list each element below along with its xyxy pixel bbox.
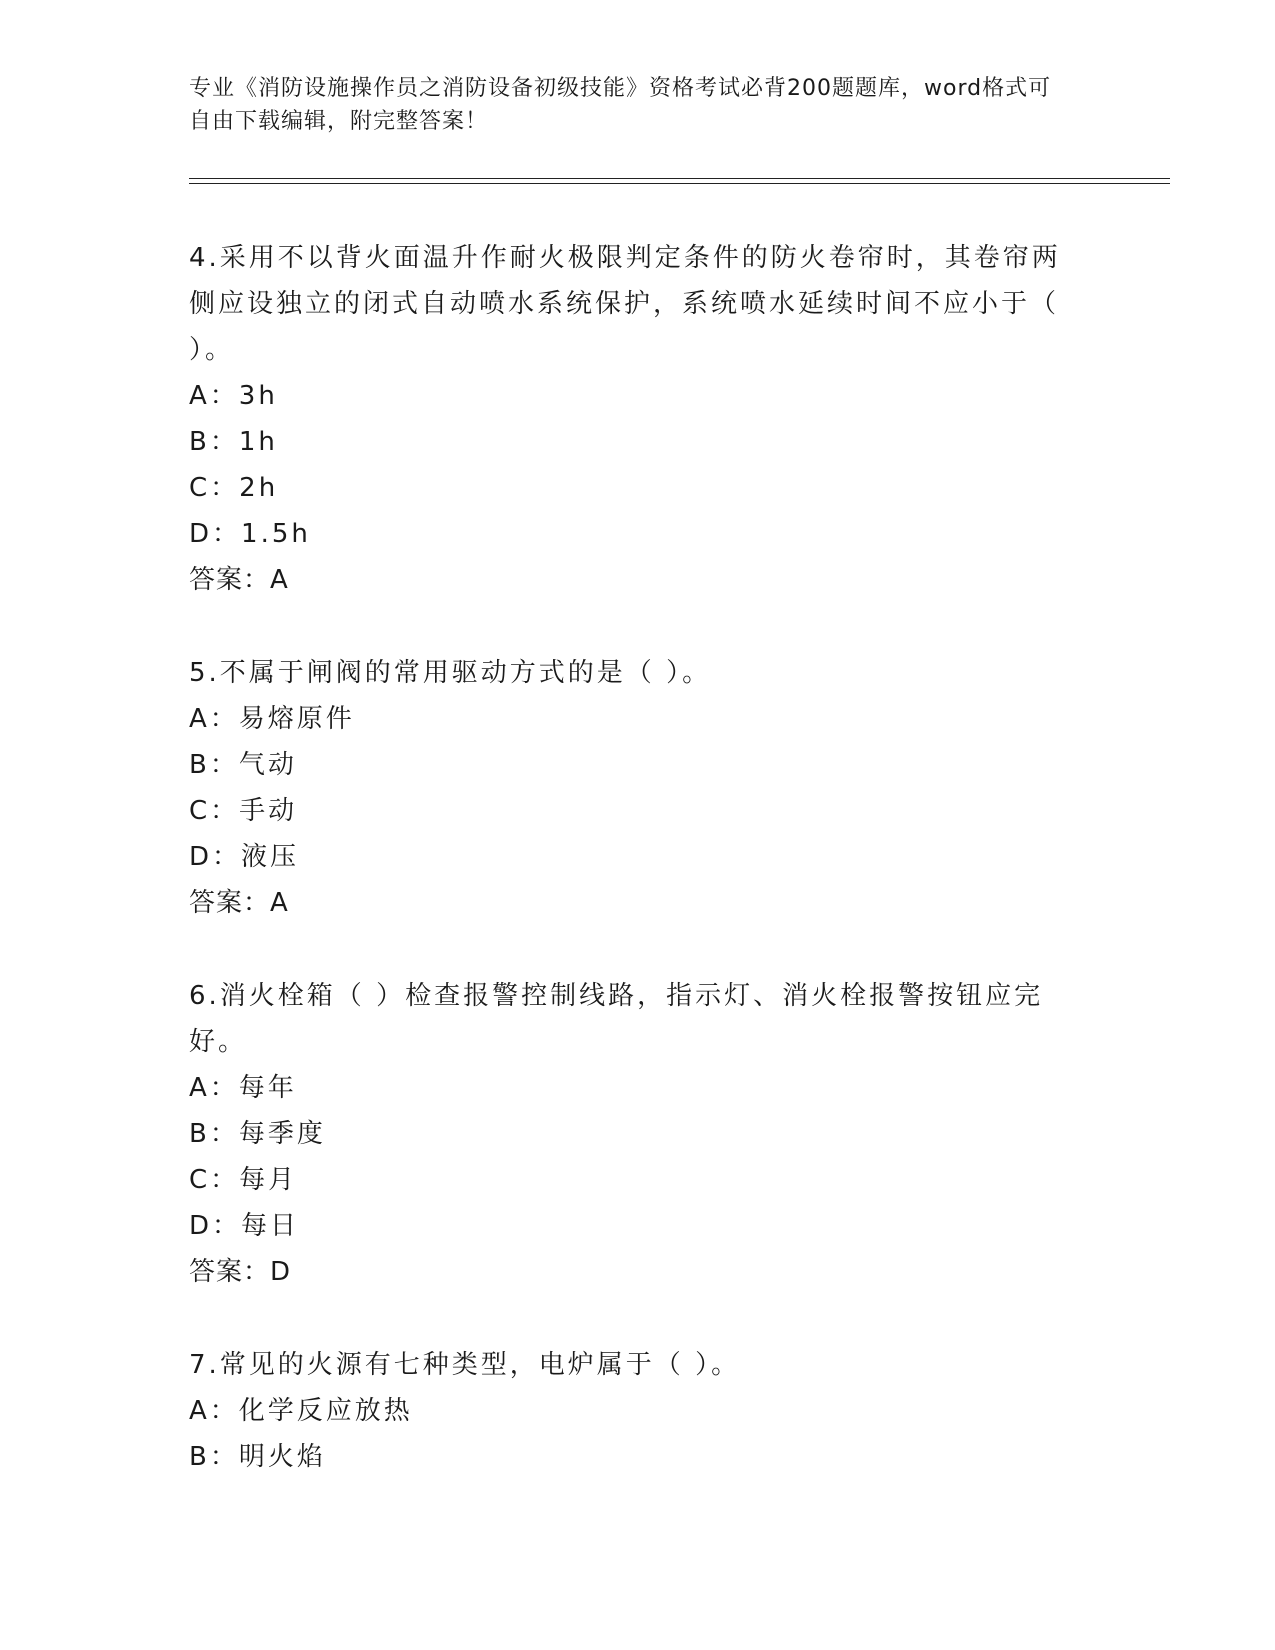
option-c: C：每月 [189,1165,298,1195]
question-4 [189,235,1069,603]
question-stem: 6.消火栓箱（ ）检查报警控制线路，指示灯、消火栓报警按钮应完好。 [189,981,1044,1057]
answer: 答案：A [189,565,289,595]
option-d: D：每日 [189,1211,300,1241]
option-a: A：易熔原件 [189,704,355,734]
option-b: B：1h [189,427,278,457]
question-6 [189,973,1069,1295]
option-b: B：气动 [189,750,297,780]
option-b: B：每季度 [189,1119,326,1149]
answer: 答案：D [189,1257,292,1287]
option-c: C：2h [189,473,279,503]
option-d: D：1.5h [189,519,311,549]
option-b: B：明火焰 [189,1442,326,1472]
question-stem: 7.常见的火源有七种类型，电炉属于（ ）。 [189,1350,741,1380]
option-c: C：手动 [189,796,298,826]
answer: 答案：A [189,888,289,918]
question-stem: 5.不属于闸阀的常用驱动方式的是（ ）。 [189,658,712,688]
question-7 [189,1342,1069,1480]
question-stem: 4.采用不以背火面温升作耐火极限判定条件的防火卷帘时，其卷帘两侧应设独立的闭式自动喷水系统保护，系统喷水延续时间不应小于（ ）。 [189,243,1061,365]
question-5 [189,650,1069,926]
option-a: A：每年 [189,1073,297,1103]
option-d: D：液压 [189,842,300,872]
header-divider-top [189,178,1170,179]
option-a: A：化学反应放热 [189,1396,413,1426]
document-header: 专业《消防设施操作员之消防设备初级技能》资格考试必背200题题库，word格式可自由下载编辑，附完整答案！ [189,76,1052,134]
header-divider-bottom [189,183,1170,184]
option-a: A：3h [189,381,278,411]
